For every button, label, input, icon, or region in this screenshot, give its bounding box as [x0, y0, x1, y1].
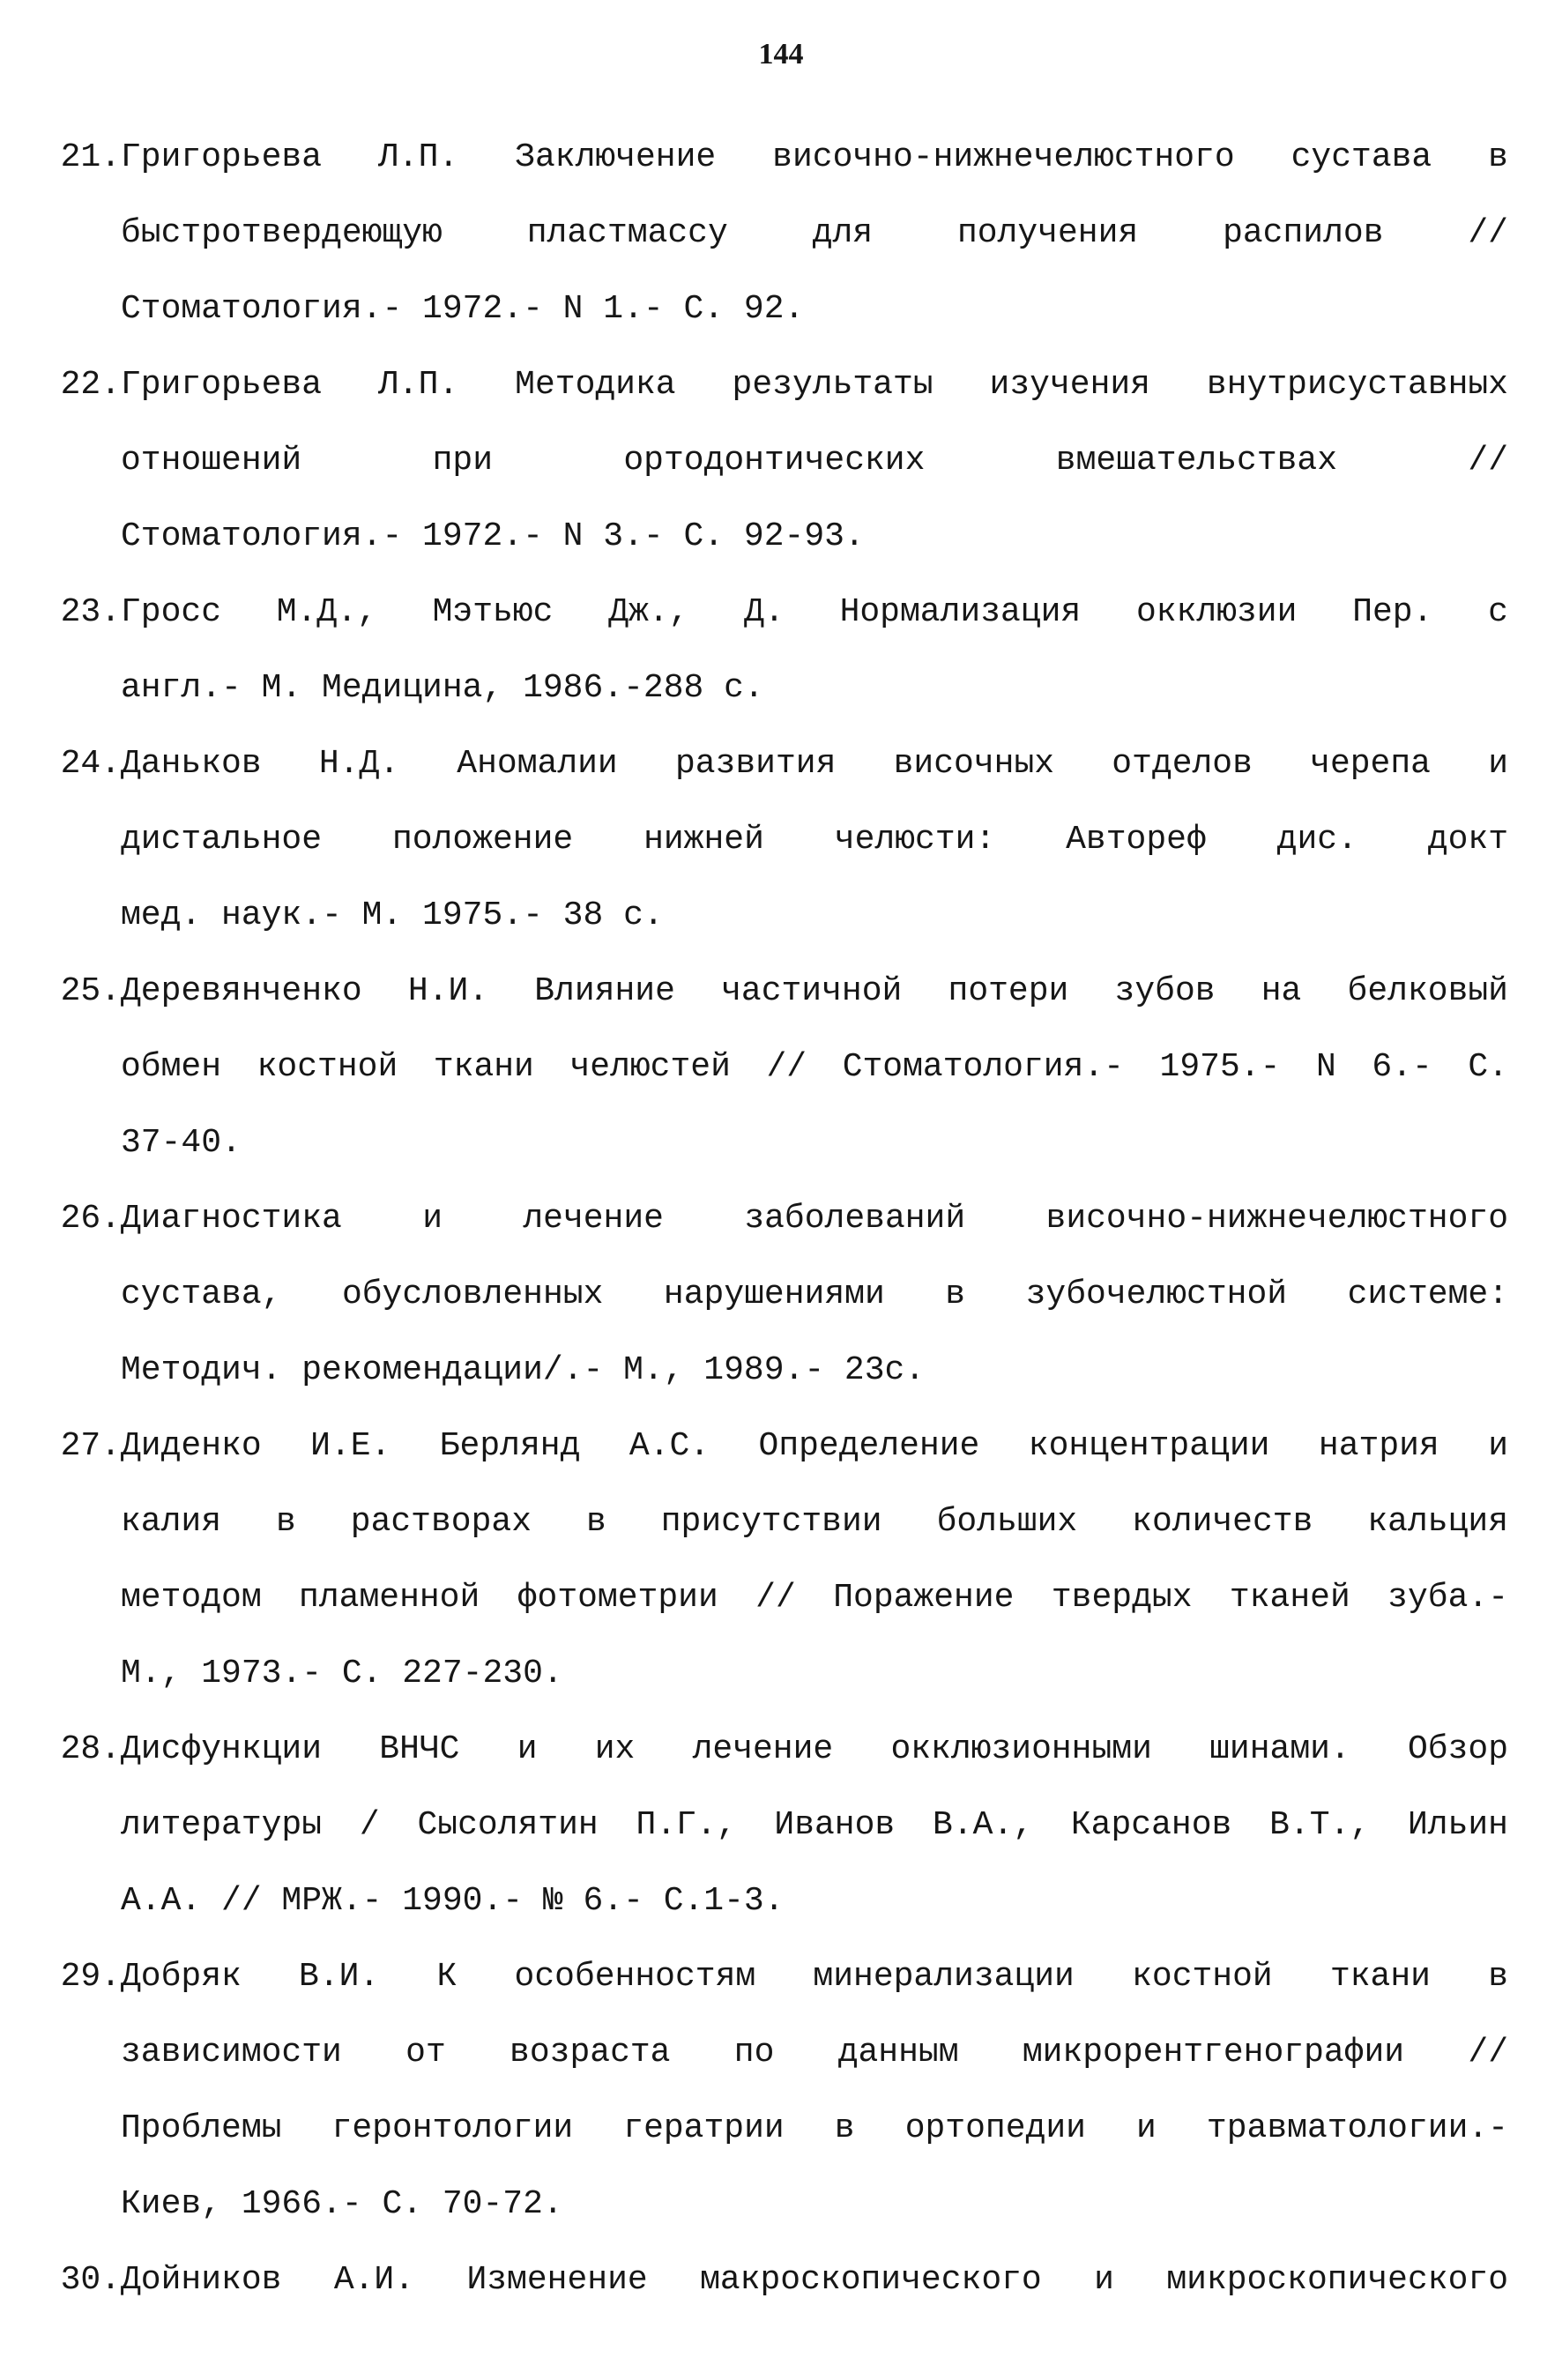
- reference-line: Диденко И.Е. Берлянд А.С. Определение концентрации натрия и: [121, 1427, 1508, 1465]
- reference-entry: [60, 1181, 1508, 1409]
- reference-number: 30.: [60, 2261, 121, 2299]
- reference-line: Дисфункции ВНЧС и их лечение окклюзионными шинами. Обзор: [121, 1730, 1508, 1768]
- reference-line: англ.- М. Медицина, 1986.-288 с.: [121, 669, 764, 707]
- reference-entry: [60, 1409, 1508, 1712]
- reference-entry: [60, 1712, 1508, 1939]
- reference-number: 22.: [60, 366, 121, 404]
- reference-line: отношений при ортодонтических вмешательствах //: [121, 442, 1508, 480]
- reference-line: Стоматология.- 1972.- N 1.- С. 92.: [121, 290, 805, 328]
- reference-line: литературы / Сысолятин П.Г., Иванов В.А., Карсанов В.Т., Ильин: [121, 1806, 1508, 1844]
- reference-line: А.А. // МРЖ.- 1990.- № 6.- С.1-3.: [121, 1882, 785, 1920]
- reference-line: мед. наук.- М. 1975.- 38 с.: [121, 896, 664, 934]
- reference-entry: [60, 726, 1508, 954]
- reference-number: 27.: [60, 1427, 121, 1465]
- reference-line: сустава, обусловленных нарушениями в зубочелюстной системе:: [121, 1276, 1508, 1313]
- reference-line: калия в растворах в присутствии больших количеств кальция: [121, 1503, 1508, 1541]
- reference-line: обмен костной ткани челюстей // Стоматология.- 1975.- N 6.- С.: [121, 1048, 1508, 1086]
- reference-entry: [60, 2242, 1508, 2318]
- reference-entry: [60, 575, 1508, 726]
- reference-line: 37-40.: [121, 1124, 242, 1162]
- reference-line: Проблемы геронтологии гератрии в ортопедии и травматологии.-: [121, 2109, 1508, 2147]
- reference-line: Киев, 1966.- С. 70-72.: [121, 2185, 563, 2223]
- reference-entry: [60, 954, 1508, 1181]
- page-number: 144: [758, 38, 804, 71]
- reference-number: 29.: [60, 1958, 121, 1996]
- reference-line: М., 1973.- С. 227-230.: [121, 1655, 563, 1692]
- reference-line: методом пламенной фотометрии // Поражение твердых тканей зуба.-: [121, 1579, 1508, 1617]
- reference-number: 23.: [60, 593, 121, 631]
- reference-number: 24.: [60, 745, 121, 783]
- reference-number: 21.: [60, 138, 121, 176]
- reference-line: Даньков Н.Д. Аномалии развития височных отделов черепа и: [121, 745, 1508, 783]
- reference-line: Григорьева Л.П. Методика результаты изучения внутрисуставных: [121, 366, 1508, 404]
- reference-line: зависимости от возраста по данным микрорентгенографии //: [121, 2034, 1508, 2071]
- reference-number: 28.: [60, 1730, 121, 1768]
- reference-line: дистальное положение нижней челюсти: Автореф дис. докт: [121, 821, 1508, 859]
- reference-line: Диагностика и лечение заболеваний височно-нижнечелюстного: [121, 1200, 1508, 1238]
- reference-entry: [60, 347, 1508, 575]
- reference-line: Стоматология.- 1972.- N 3.- С. 92-93.: [121, 517, 865, 555]
- reference-line: Добряк В.И. К особенностям минерализации костной ткани в: [121, 1958, 1508, 1996]
- reference-entry: [60, 120, 1508, 347]
- reference-entry: [60, 1939, 1508, 2242]
- reference-line: Деревянченко Н.И. Влияние частичной потери зубов на белковый: [121, 972, 1508, 1010]
- reference-line: Дойников А.И. Изменение макроскопического и микроскопического: [121, 2261, 1508, 2299]
- reference-number: 26.: [60, 1200, 121, 1238]
- reference-number: 25.: [60, 972, 121, 1010]
- reference-line: Григорьева Л.П. Заключение височно-нижнечелюстного сустава в: [121, 138, 1508, 176]
- reference-line: быстротвердеющую пластмассу для получения распилов //: [121, 214, 1508, 252]
- reference-line: Методич. рекомендации/.- М., 1989.- 23с.: [121, 1351, 926, 1389]
- reference-line: Гросс М.Д., Мэтьюс Дж., Д. Нормализация окклюзии Пер. с: [121, 593, 1508, 631]
